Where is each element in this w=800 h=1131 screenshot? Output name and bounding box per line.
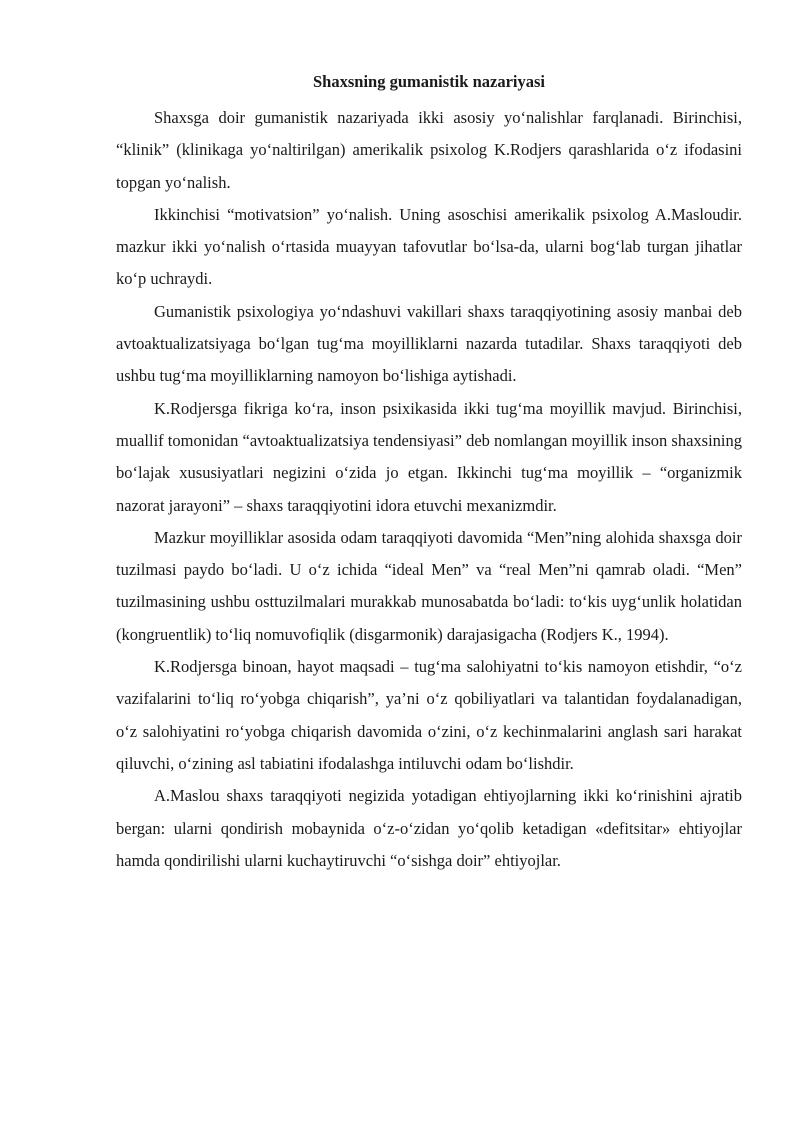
document-body [116,68,742,877]
paragraph-1: Shaxsga doir gumanistik nazariyada ikki asosiy yo‘nalishlar farqlanadi. Birinchisi, “klinik” (klinikaga yo‘naltirilgan) amerikalik psixolog K.Rodjers qarashlarida o‘z ifodasini topgan yo‘nalish. [116,108,742,192]
paragraph-4: K.Rodjersga fikriga ko‘ra, inson psixikasida ikki tug‘ma moyillik mavjud. Birinchisi, muallif tomonidan “avtoaktualizatsiya tendensiyasi” deb nomlangan moyillik inson shaxsining bo‘lajak xususiyatlari negizini o‘zida jo etgan. Ikkinchi tug‘ma moyillik – “organizmik nazorat jarayoni” – shaxs taraqqiyotini idora etuvchi mexanizmdir. [116,398,742,515]
page-title: Shaxsning gumanistik nazariyasi [313,72,545,91]
paragraph-5: Mazkur moyilliklar asosida odam taraqqiyoti davomida “Men”ning alohida shaxsga doir tuzilmasi paydo bo‘ladi. U o‘z ichida “ideal Men” va “real Men”ni qamrab oladi. “Men” tuzilmasining ushbu osttuzilmalari murakkab munosabatda bo‘ladi: to‘kis uyg‘unlik holatidan (kongruentlik) to‘liq nomuvofiqlik (disgarmonik) darajasigacha (Rodjers K., 1994). [116,527,742,644]
paragraph-6: K.Rodjersga binoan, hayot maqsadi – tug‘ma salohiyatni to‘kis namoyon etishdir, “o‘z vazifalarini to‘liq ro‘yobga chiqarish”, ya’ni o‘z qobiliyatlari va talantidan foydalanadigan, o‘z salohiyatini ro‘yobga chiqarish davomida o‘zini, o‘z kechinmalarini anglash sari harakat qiluvchi, o‘zining asl tabiatini ifodalashga intiluvchi odam bo‘lishdir. [116,657,742,773]
paragraph-3: Gumanistik psixologiya yo‘ndashuvi vakillari shaxs taraqqiyotining asosiy manbai deb avtoaktualizatsiyaga bo‘lgan tug‘ma moyilliklarni nazarda tutadilar. Shaxs taraqqiyoti deb ushbu tug‘ma moyilliklarning namoyon bo‘lishiga aytishadi. [116,301,742,386]
paragraph-2: Ikkinchisi “motivatsion” yo‘nalish. Uning asoschisi amerikalik psixolog A.Masloudir. mazkur ikki yo‘nalish o‘rtasida muayyan tafovutlar bo‘lsa-da, ularni bog‘lab turgan jihatlar ko‘p uchraydi. [116,204,742,289]
paragraph-7: A.Maslou shaxs taraqqiyoti negizida yotadigan ehtiyojlarning ikki ko‘rinishini ajratib bergan: ularni qondirish mobaynida o‘z-o‘zidan yo‘qolib ketadigan «defitsitar» ehtiyojlar hamda qondirilishi ularni kuchaytiruvchi “o‘sishga doir” ehtiyojlar. [116,786,742,870]
